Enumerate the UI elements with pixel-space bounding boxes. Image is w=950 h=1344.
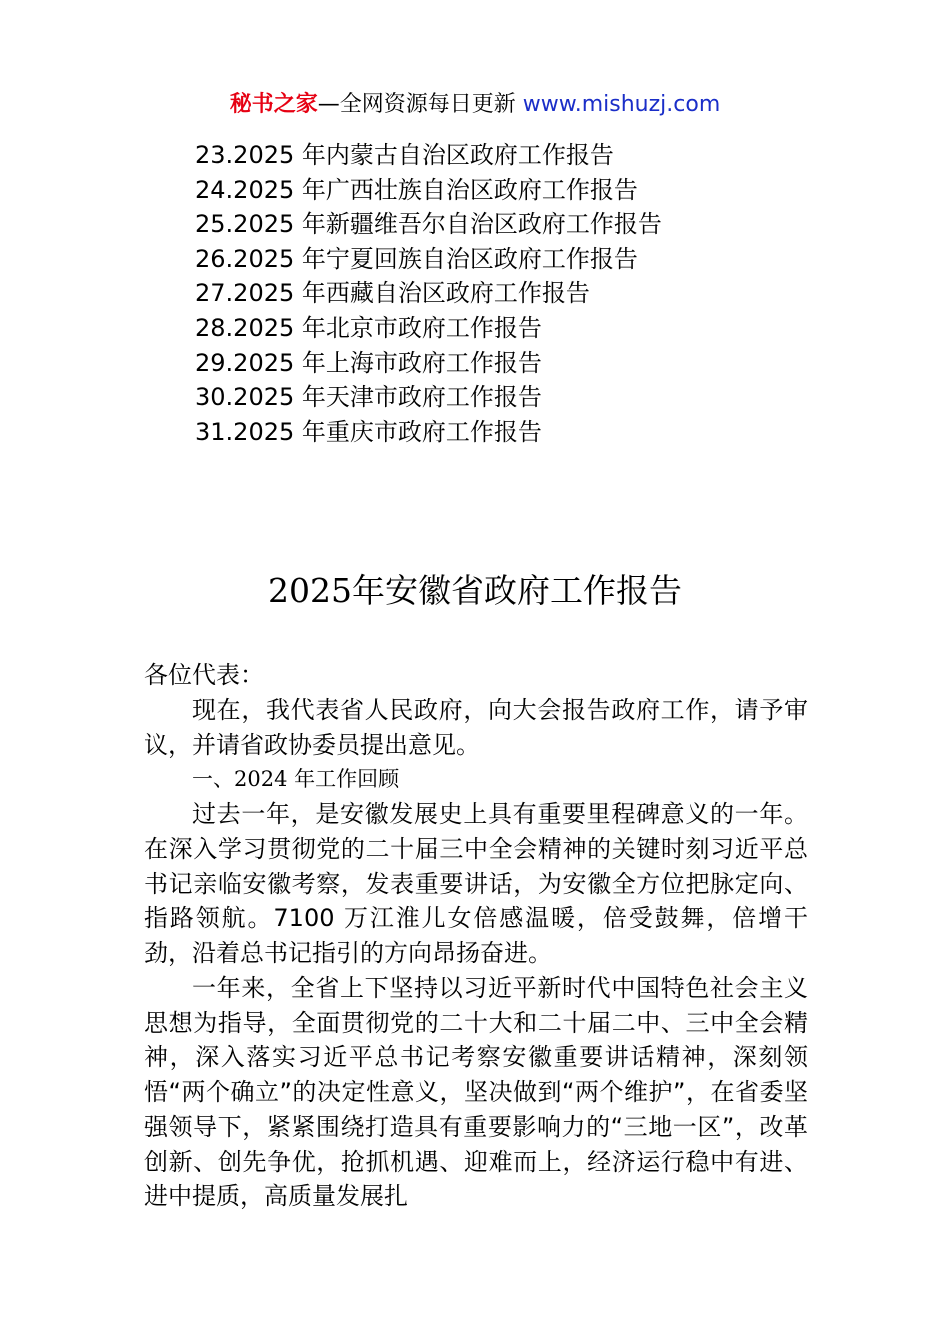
document-title-text: 年安徽省政府工作报告 — [351, 571, 682, 610]
document-body — [144, 658, 808, 1214]
site-tagline: —全网资源每日更新 — [317, 92, 516, 117]
toc-item: 27.2025 年西藏自治区政府工作报告 — [195, 279, 590, 308]
paragraph: 一年来，全省上下坚持以习近平新时代中国特色社会主义思想为指导，全面贯彻党的二十大和二十届二中、三中全会精神，深入落实习近平总书记考察安徽重要讲话精神，深刻领悟“两个确立”的决定性意义，坚决做到“两个维护”，在省委坚强领导下，紧紧围绕打造具有重要影响力的“三地一区”，改革创新、创先争优，抢抓机遇、迎难而上，经济运行稳中有进、进中提质，高质量发展扎 — [144, 973, 808, 1211]
toc-item: 28.2025 年北京市政府工作报告 — [195, 313, 542, 342]
site-header — [0, 88, 950, 122]
toc-item: 25.2025 年新疆维吾尔自治区政府工作报告 — [195, 210, 662, 239]
toc-item: 30.2025 年天津市政府工作报告 — [195, 383, 542, 412]
section-heading: 一、2024 年工作回顾 — [192, 767, 400, 792]
site-brand: 秘书之家 — [229, 92, 318, 117]
toc-item: 31.2025 年重庆市政府工作报告 — [195, 417, 542, 446]
table-of-contents — [195, 138, 835, 449]
toc-item: 23.2025 年内蒙古自治区政府工作报告 — [195, 141, 614, 169]
site-url-link[interactable]: www.mishuzj.com — [522, 92, 721, 117]
toc-item: 26.2025 年宁夏回族自治区政府工作报告 — [195, 244, 638, 273]
paragraph: 现在，我代表省人民政府，向大会报告政府工作，请予审议，并请省政协委员提出意见。 — [144, 695, 808, 759]
toc-item: 24.2025 年广西壮族自治区政府工作报告 — [195, 175, 638, 204]
toc-item: 29.2025 年上海市政府工作报告 — [195, 348, 542, 377]
salutation: 各位代表： — [144, 661, 264, 689]
document-title — [0, 566, 950, 616]
paragraph: 过去一年，是安徽发展史上具有重要里程碑意义的一年。在深入学习贯彻党的二十届三中全会精神的关键时刻习近平总书记亲临安徽考察，发表重要讲话，为安徽全方位把脉定向、指路领航。7100 万江淮儿女倍感温暖，倍受鼓舞，倍增干劲，沿着总书记指引的方向昂扬奋进。 — [144, 800, 808, 967]
document-title-year: 2025 — [268, 571, 352, 610]
